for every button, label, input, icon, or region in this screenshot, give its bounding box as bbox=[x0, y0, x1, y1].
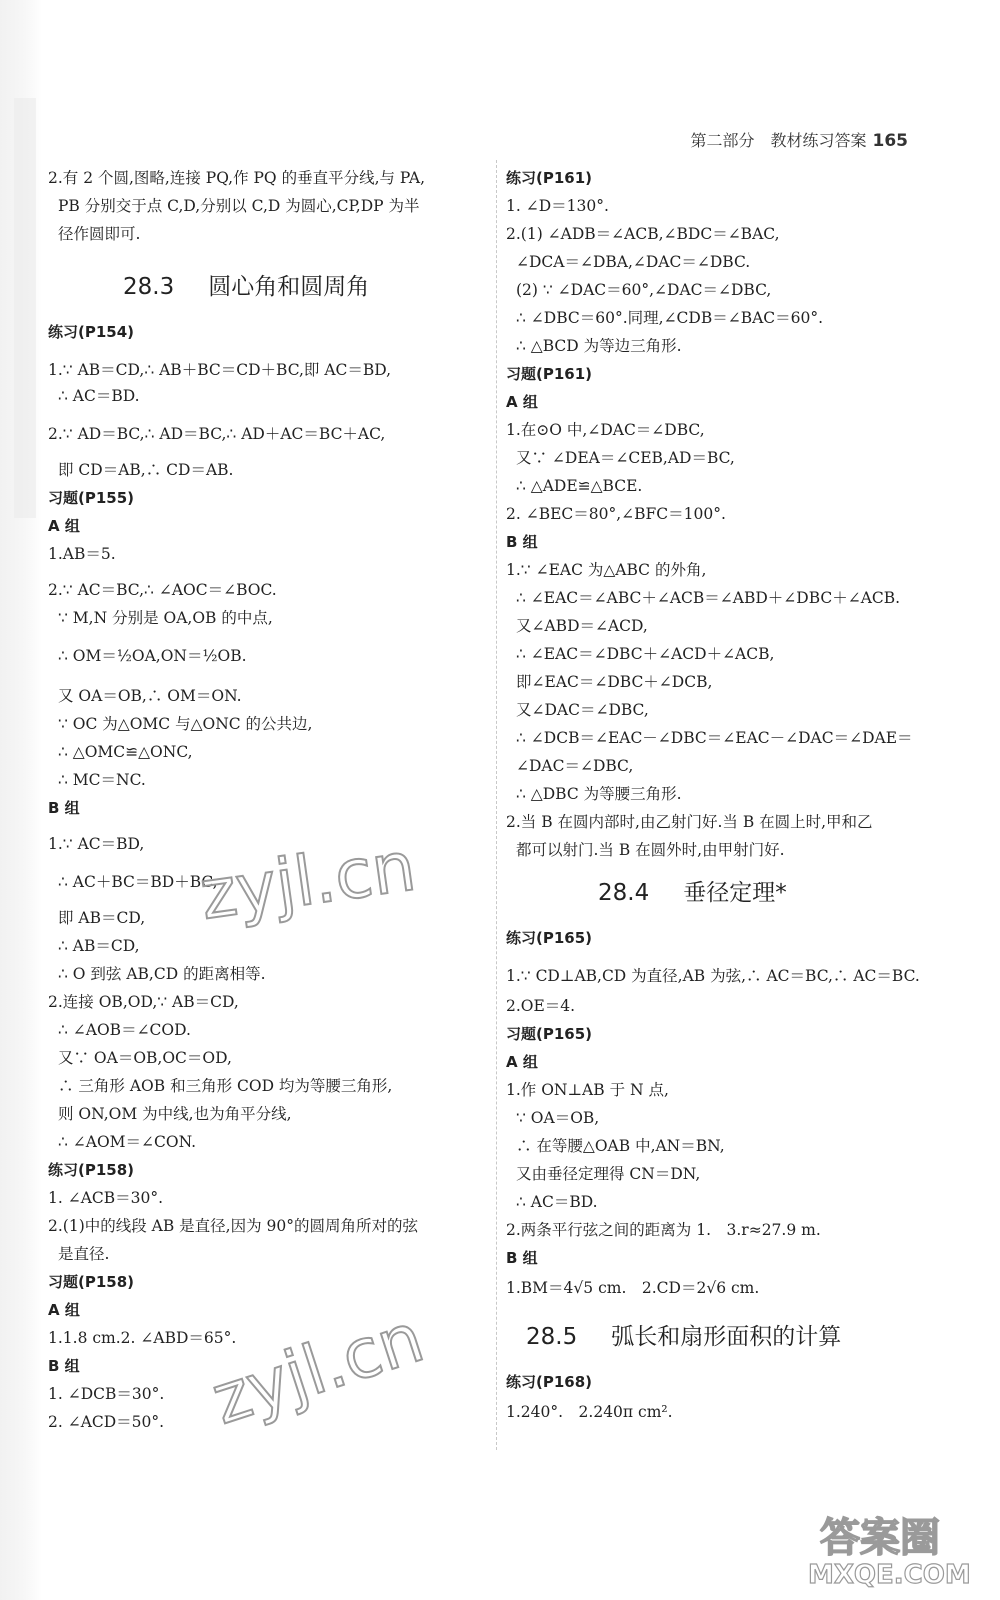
answer-line: 2.∵ AD＝BC,∴ AD＝BC,∴ AD＋AC＝BC＋AC, bbox=[48, 425, 386, 443]
watermark-logo: 答案圈 bbox=[820, 1515, 940, 1561]
section-heading bbox=[526, 1318, 841, 1351]
page-header bbox=[690, 128, 908, 151]
section-number: 28.4 bbox=[598, 880, 650, 906]
section-title: 弧长和扇形面积的计算 bbox=[611, 1324, 842, 1350]
answer-line: ∴ ∠AOM＝∠CON. bbox=[58, 1133, 197, 1151]
answer-line: 1.∵ AB＝CD,∴ AB＋BC＝CD＋BC,即 AC＝BD, bbox=[48, 361, 392, 379]
watermark-2: zyjl.cn bbox=[203, 1298, 433, 1441]
exercise-heading: 习题(P158) bbox=[48, 1273, 135, 1291]
exercise-heading: 习题(P155) bbox=[48, 489, 135, 507]
exercise-heading: 练习(P165) bbox=[506, 929, 593, 947]
section-heading bbox=[123, 268, 369, 301]
exercise-heading: A 组 bbox=[48, 517, 80, 535]
watermark-url: MXQE.COM bbox=[808, 1560, 971, 1590]
answer-line: ∴ ∠EAC＝∠DBC＋∠ACD＋∠ACB, bbox=[516, 645, 775, 663]
answer-line: 1.240°. 2.240π cm². bbox=[506, 1403, 673, 1421]
answer-line: ∴ AC＋BC＝BD＋BC, bbox=[58, 873, 218, 891]
exercise-heading: 练习(P161) bbox=[506, 169, 593, 187]
answer-line: 1.AB＝5. bbox=[48, 545, 116, 563]
answer-line: ∴ AC＝BD. bbox=[516, 1193, 598, 1211]
answer-line: 1.BM＝4√5 cm. 2.CD＝2√6 cm. bbox=[506, 1279, 760, 1297]
answer-line: ∴ △OMC≌△ONC, bbox=[58, 743, 193, 761]
page-edge-shadow-inner bbox=[14, 98, 36, 518]
answer-line: ∴ ∠AOB＝∠COD. bbox=[58, 1021, 191, 1039]
answer-line: 1. ∠D＝130°. bbox=[506, 197, 609, 215]
header-title: 第二部分 教材练习答案 bbox=[690, 131, 867, 150]
answer-line: PB 分别交于点 C,D,分别以 C,D 为圆心,CP,DP 为半 bbox=[58, 197, 420, 215]
exercise-heading: 练习(P154) bbox=[48, 323, 135, 341]
exercise-heading: 练习(P158) bbox=[48, 1161, 135, 1179]
answer-line: ∴ △BCD 为等边三角形. bbox=[516, 337, 682, 355]
answer-line: ∴ ∠DBC＝60°.同理,∠CDB＝∠BAC＝60°. bbox=[516, 309, 824, 327]
answer-line: 2.(1)中的线段 AB 是直径,因为 90°的圆周角所对的弦 bbox=[48, 1217, 419, 1235]
answer-line: 1.在⊙O 中,∠DAC＝∠DBC, bbox=[506, 421, 705, 439]
exercise-heading: B 组 bbox=[48, 1357, 80, 1375]
answer-line: ∴ AB＝CD, bbox=[58, 937, 140, 955]
answer-line: 1.1.8 cm.2. ∠ABD＝65°. bbox=[48, 1329, 237, 1347]
answer-line: 1.∵ ∠EAC 为△ABC 的外角, bbox=[506, 561, 707, 579]
exercise-heading: B 组 bbox=[506, 533, 538, 551]
answer-line: ∴ MC＝NC. bbox=[58, 771, 146, 789]
answer-line: 又∵ OA＝OB,OC＝OD, bbox=[58, 1049, 232, 1067]
answer-line: (2) ∵ ∠DAC＝60°,∠DAC＝∠DBC, bbox=[516, 281, 772, 299]
section-title: 圆心角和圆周角 bbox=[208, 274, 370, 300]
answer-line: 1.作 ON⊥AB 于 N 点, bbox=[506, 1081, 669, 1099]
answer-line: ∴ 在等腰△OAB 中,AN＝BN, bbox=[516, 1137, 725, 1155]
answer-line: 即 CD＝AB,∴ CD＝AB. bbox=[58, 461, 234, 479]
answer-line: 则 ON,OM 为中线,也为角平分线, bbox=[58, 1105, 292, 1123]
answer-line: 2.有 2 个圆,图略,连接 PQ,作 PQ 的垂直平分线,与 PA, bbox=[48, 169, 426, 187]
exercise-heading: 练习(P168) bbox=[506, 1373, 593, 1391]
answer-line: ∴ 三角形 AOB 和三角形 COD 均为等腰三角形, bbox=[58, 1077, 393, 1095]
answer-line: 2.两条平行弦之间的距离为 1. 3.r≈27.9 m. bbox=[506, 1221, 821, 1239]
answer-line: 2.(1) ∠ADB＝∠ACB,∠BDC＝∠BAC, bbox=[506, 225, 780, 243]
answer-line: 2.OE＝4. bbox=[506, 997, 576, 1015]
answer-line: 1. ∠DCB＝30°. bbox=[48, 1385, 165, 1403]
answer-line: 又由垂径定理得 CN＝DN, bbox=[516, 1165, 701, 1183]
page-number: 165 bbox=[872, 131, 908, 151]
answer-line: 1.∵ CD⊥AB,CD 为直径,AB 为弦,∴ AC＝BC,∴ AC＝BC. bbox=[506, 967, 920, 985]
answer-line: 即∠EAC＝∠DBC＋∠DCB, bbox=[516, 673, 713, 691]
section-title: 垂径定理* bbox=[683, 880, 787, 906]
answer-line: ∵ M,N 分别是 OA,OB 的中点, bbox=[58, 609, 273, 627]
exercise-heading: B 组 bbox=[48, 799, 80, 817]
answer-line: ∴ O 到弦 AB,CD 的距离相等. bbox=[58, 965, 266, 983]
answer-line: ∴ ∠EAC＝∠ABC＋∠ACB＝∠ABD＋∠DBC＋∠ACB. bbox=[516, 589, 901, 607]
exercise-heading: A 组 bbox=[506, 393, 538, 411]
answer-line: 又∵ ∠DEA＝∠CEB,AD＝BC, bbox=[516, 449, 735, 467]
exercise-heading: A 组 bbox=[506, 1053, 538, 1071]
answer-line: ∴ AC＝BD. bbox=[58, 387, 140, 405]
section-number: 28.5 bbox=[526, 1324, 578, 1350]
answer-line: ∠DCA＝∠DBA,∠DAC＝∠DBC. bbox=[516, 253, 751, 271]
column-divider bbox=[496, 160, 497, 1450]
answer-line: 2.连接 OB,OD,∵ AB＝CD, bbox=[48, 993, 239, 1011]
answer-line: ∴ △ADE≌△BCE. bbox=[516, 477, 643, 495]
exercise-heading: B 组 bbox=[506, 1249, 538, 1267]
watermark-1: zyjl.cn bbox=[195, 827, 421, 936]
answer-line: ∴ △DBC 为等腰三角形. bbox=[516, 785, 682, 803]
answer-line: 又∠DAC＝∠DBC, bbox=[516, 701, 649, 719]
exercise-heading: 习题(P165) bbox=[506, 1025, 593, 1043]
section-heading bbox=[598, 874, 787, 907]
answer-line: 径作圆即可. bbox=[58, 225, 141, 243]
answer-line: 2. ∠ACD＝50°. bbox=[48, 1413, 165, 1431]
answer-line: ∴ OM＝½OA,ON＝½OB. bbox=[58, 647, 247, 665]
answer-line: 又 OA＝OB,∴ OM＝ON. bbox=[58, 687, 242, 705]
answer-line: 即 AB＝CD, bbox=[58, 909, 146, 927]
answer-line: ∵ OA＝OB, bbox=[516, 1109, 600, 1127]
answer-line: ∵ OC 为△OMC 与△ONC 的公共边, bbox=[58, 715, 313, 733]
answer-line: ∴ ∠DCB＝∠EAC－∠DBC＝∠EAC－∠DAC＝∠DAE＝ bbox=[516, 729, 913, 747]
answer-line: 2.当 B 在圆内部时,由乙射门好.当 B 在圆上时,甲和乙 bbox=[506, 813, 873, 831]
answer-line: 2. ∠BEC＝80°,∠BFC＝100°. bbox=[506, 505, 726, 523]
answer-line: 是直径. bbox=[58, 1245, 110, 1263]
answer-line: 1.∵ AC＝BD, bbox=[48, 835, 145, 853]
answer-line: 又∠ABD＝∠ACD, bbox=[516, 617, 648, 635]
answer-line: 都可以射门.当 B 在圆外时,由甲射门好. bbox=[516, 841, 785, 859]
exercise-heading: 习题(P161) bbox=[506, 365, 593, 383]
section-number: 28.3 bbox=[123, 274, 175, 300]
answer-line: 2.∵ AC＝BC,∴ ∠AOC＝∠BOC. bbox=[48, 581, 277, 599]
answer-line: 1. ∠ACB＝30°. bbox=[48, 1189, 164, 1207]
exercise-heading: A 组 bbox=[48, 1301, 80, 1319]
answer-line: ∠DAC＝∠DBC, bbox=[516, 757, 634, 775]
